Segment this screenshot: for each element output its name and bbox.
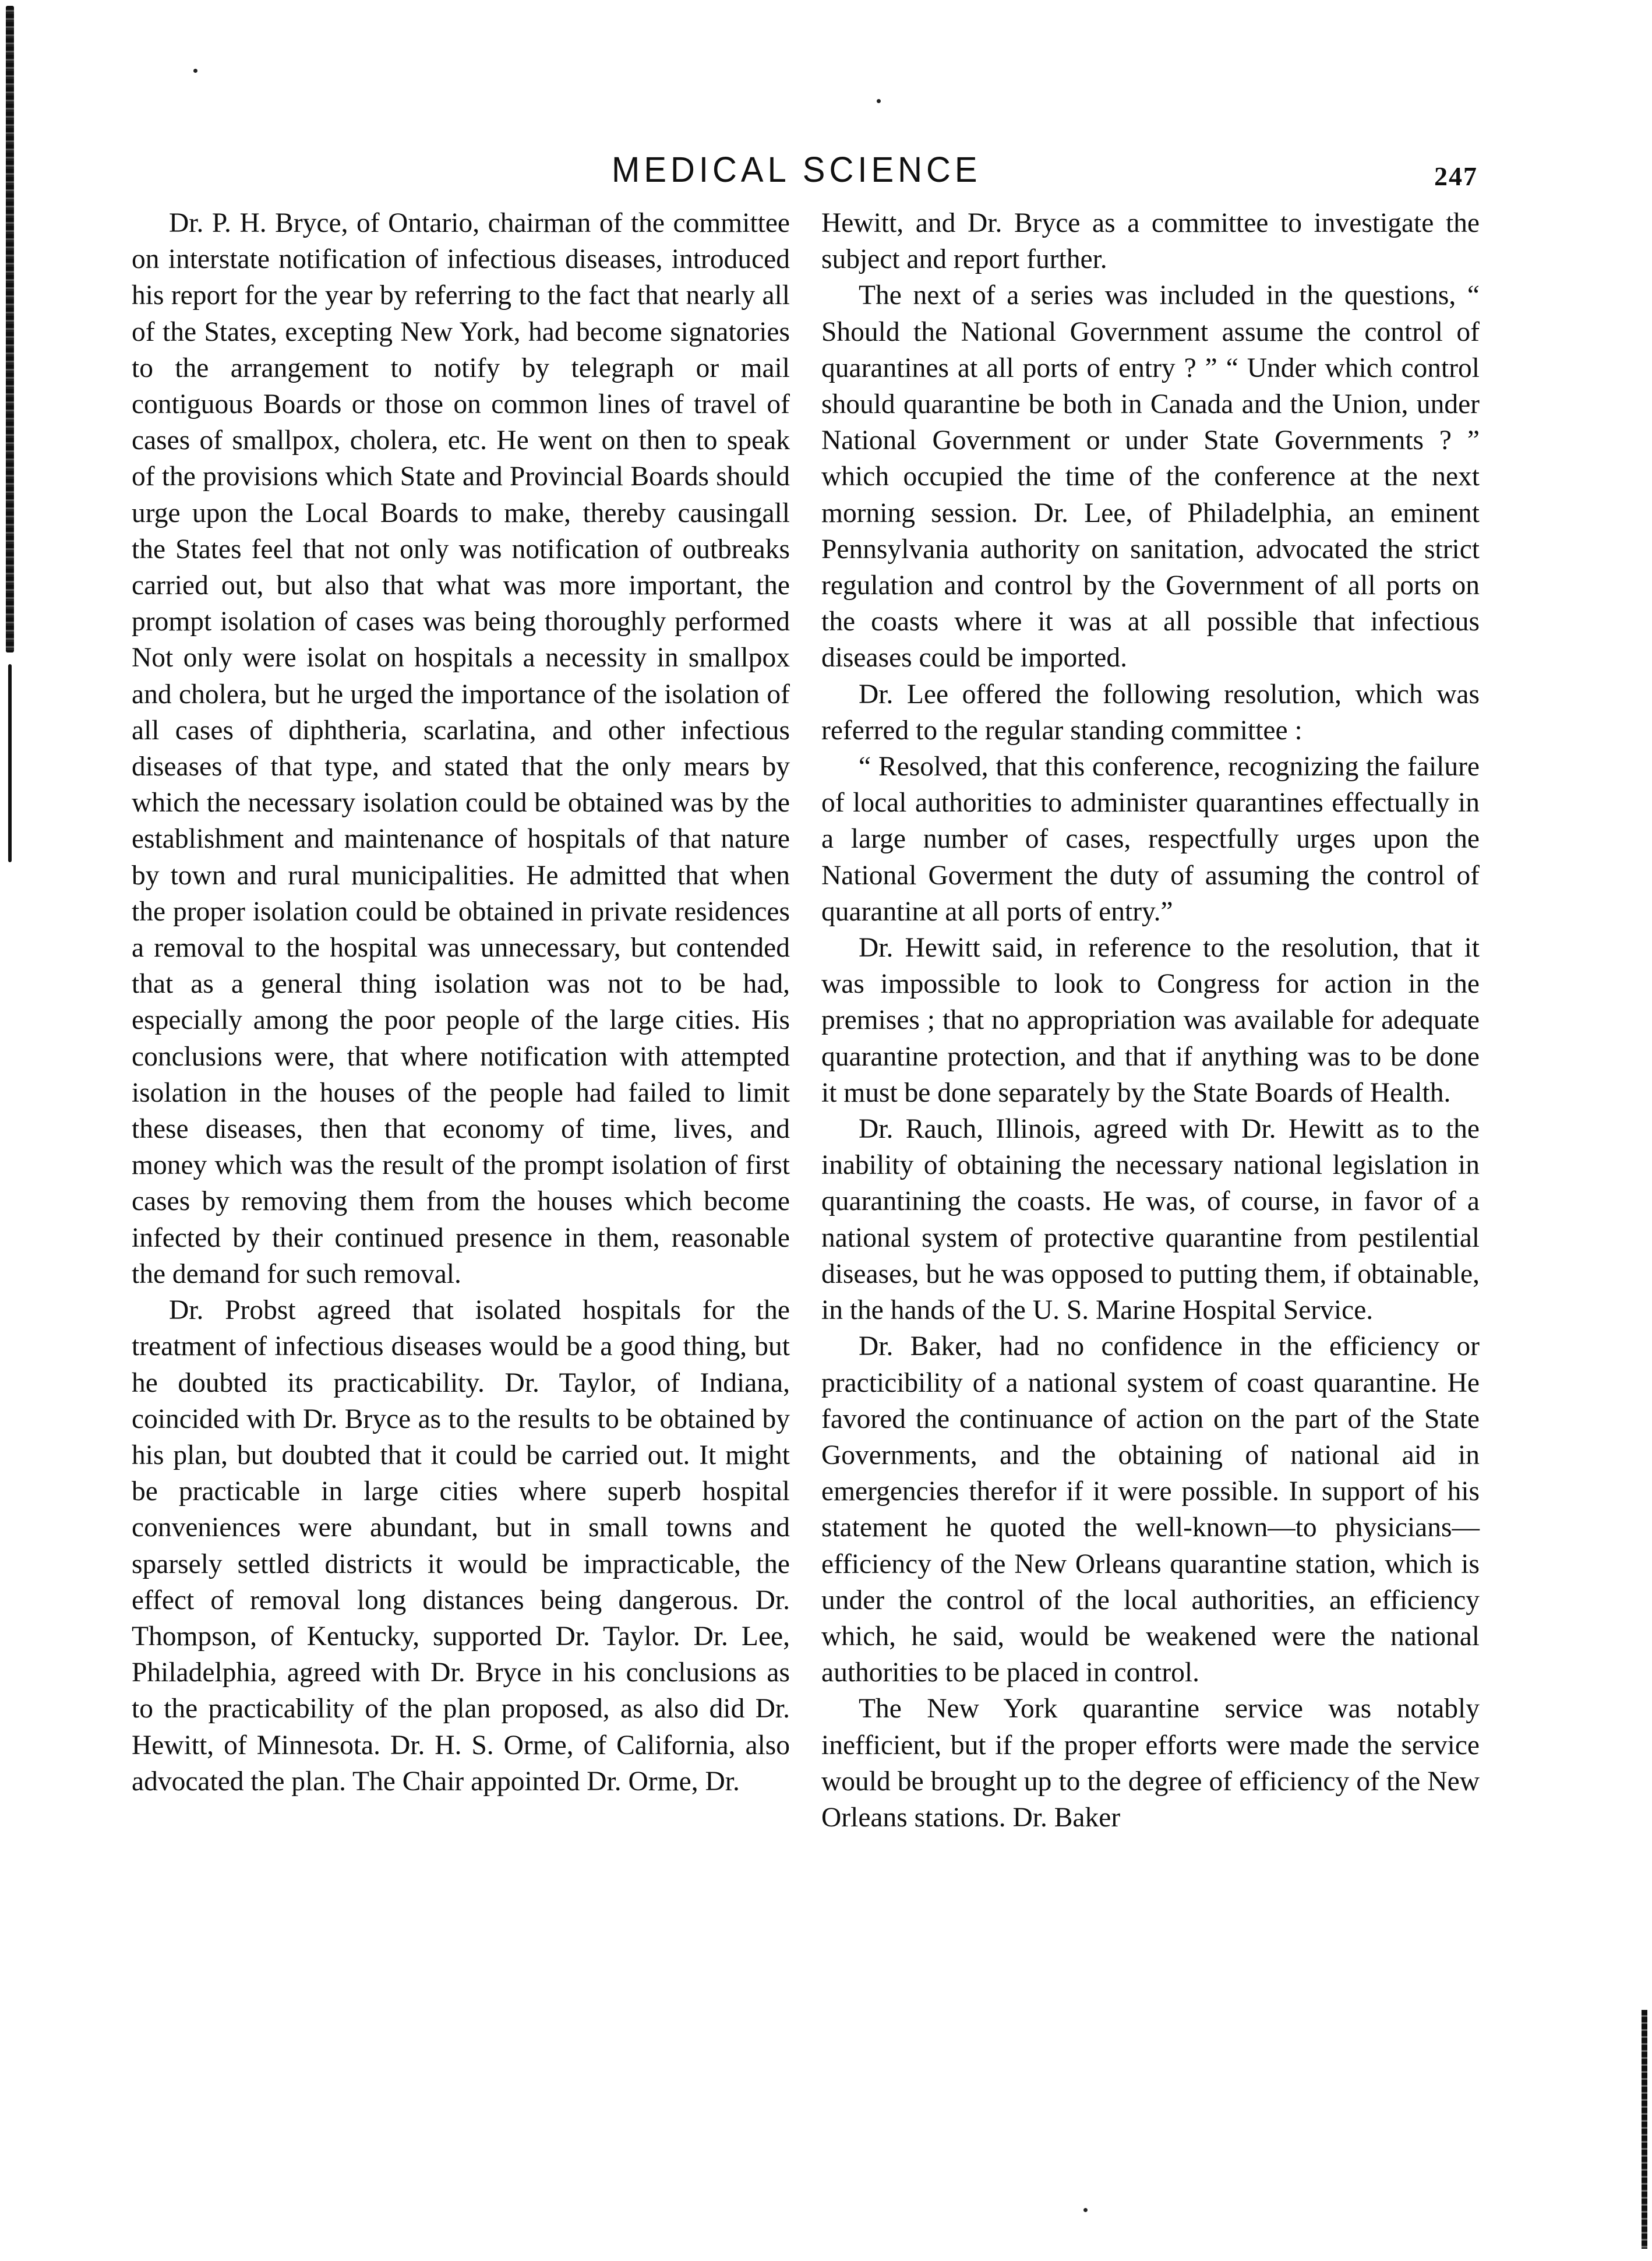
binding-edge-left [6, 6, 14, 652]
paragraph: Dr. Lee offered the following resolution, which was referred to the regular standing committee : [821, 679, 1480, 746]
right-column [821, 205, 1480, 1836]
binding-edge-left-lower [8, 664, 12, 862]
paragraph: Dr. Probst agreed that isolated hospitals for the treatment of infectious diseases would be a good thing, but he doubted its practicability. Dr. Taylor, of Indiana, coincided with Dr. Bryce as to the results to be obtained by his plan, but doubted that it could be carried out. It might be practicable in large cities where superb hospital conveniences were abundant, but in small towns and sparsely settled districts it would be impracticable, the effect of removal long distances being dangerous. Dr. Thompson, of Kentucky, supported Dr. Taylor. Dr. Lee, Philadelphia, agreed with Dr. Bryce in his conclusions as to the practicability of the plan proposed, as also did Dr. Hewitt, of Minnesota. Dr. H. S. Orme, of California, also advocated the plan. The Chair appointed Dr. Orme, Dr. [132, 1295, 790, 1797]
running-title: MEDICAL SCIENCE [612, 150, 982, 190]
page-number: 247 [1434, 161, 1478, 191]
paragraph: Dr. Rauch, Illinois, agreed with Dr. Hewitt as to the inability of obtaining the necessary national legislation in quarantining the coasts. He was, of course, in favor of a national system of protective quarantine from pestilential diseases, but he was opposed to putting them, if obtainable, in the hands of the U. S. Marine Hospital Service. [821, 1114, 1480, 1326]
scan-speck [877, 99, 881, 103]
paragraph: The next of a series was included in the questions, “ Should the National Government assume the control of quarantines at all ports of entry ? ” “ Under which control should quarantine be both in Canada and the Union, under National Government or under State Governments ? ” which occupied the time of the conference at the next morning session. Dr. Lee, of Philadelphia, an eminent Pennsylvania authority on sanitation, advocated the strict regulation and control by the Government of all ports on the coasts where it was at all possible that infectious diseases could be imported. [821, 280, 1480, 673]
scan-speck [1083, 2208, 1088, 2212]
paragraph: Dr. Baker, had no confidence in the efficiency or practicibility of a national system of coast quarantine. He favored the continuance of action on the part of the State Governments, and the obtaining of national aid in emergencies therefor if it were possible. In support of his statement he quoted the well-known—to physicians—efficiency of the New Orleans quarantine station, which is under the control of the local authorities, an efficiency which, he said, would be weakened were the national authorities to be placed in control. [821, 1331, 1480, 1688]
paragraph: Dr. P. H. Bryce, of Ontario, chairman of the committee on interstate notification of infectious diseases, introduced his report for the year by referring to the fact that nearly all of the States, excepting New York, had become signatories to the arrangement to notify by telegraph or mail contiguous Boards or those on common lines of travel of cases of smallpox, cholera, etc. He went on then to speak of the provisions which State and Provincial Boards should urge upon the Local Boards to make, thereby causingall the States feel that not only was notification of outbreaks carried out, but also that what was more important, the prompt isolation of cases was being thoroughly performed Not only were isolat on hospitals a necessity in smallpox and cholera, but he urged the importance of the isolation of all cases of diphtheria, scarlatina, and other infectious diseases of that type, and stated that the only mears by which the necessary isolation could be obtained was by the establishment and maintenance of hospitals of that nature by town and rural municipalities. He admitted that when the proper isolation could be obtained in private residences a removal to the hospital was unnecessary, but contended that as a general thing isolation was not to be had, especially among the poor people of the large cities. His conclusions were, that where notification with attempted isolation in the houses of the people had failed to limit these diseases, then that economy of time, lives, and money which was the result of the prompt isolation of first cases by removing them from the houses which become infected by their continued presence in them, reasonable the demand for such removal. [132, 208, 790, 1289]
binding-edge-right [1642, 2010, 1647, 2249]
scan-speck [193, 69, 197, 73]
left-column [132, 205, 790, 1800]
paragraph: Hewitt, and Dr. Bryce as a committee to investigate the subject and report further. [821, 208, 1480, 275]
paragraph: Dr. Hewitt said, in reference to the resolution, that it was impossible to look to Congress for action in the premises ; that no appropriation was available for adequate quarantine protection, and that if anything was to be done it must be done separately by the State Boards of Health. [821, 933, 1480, 1108]
paragraph: The New York quarantine service was notably inefficient, but if the proper efforts were made the service would be brought up to the degree of efficiency of the New Orleans stations. Dr. Baker [821, 1694, 1480, 1833]
resolution-quote: “ Resolved, that this conference, recognizing the failure of local authorities to administer quarantines effectually in a large number of cases, respectfully urges upon the National Goverment the duty of assuming the control of quarantine at all ports of entry.” [821, 752, 1480, 927]
